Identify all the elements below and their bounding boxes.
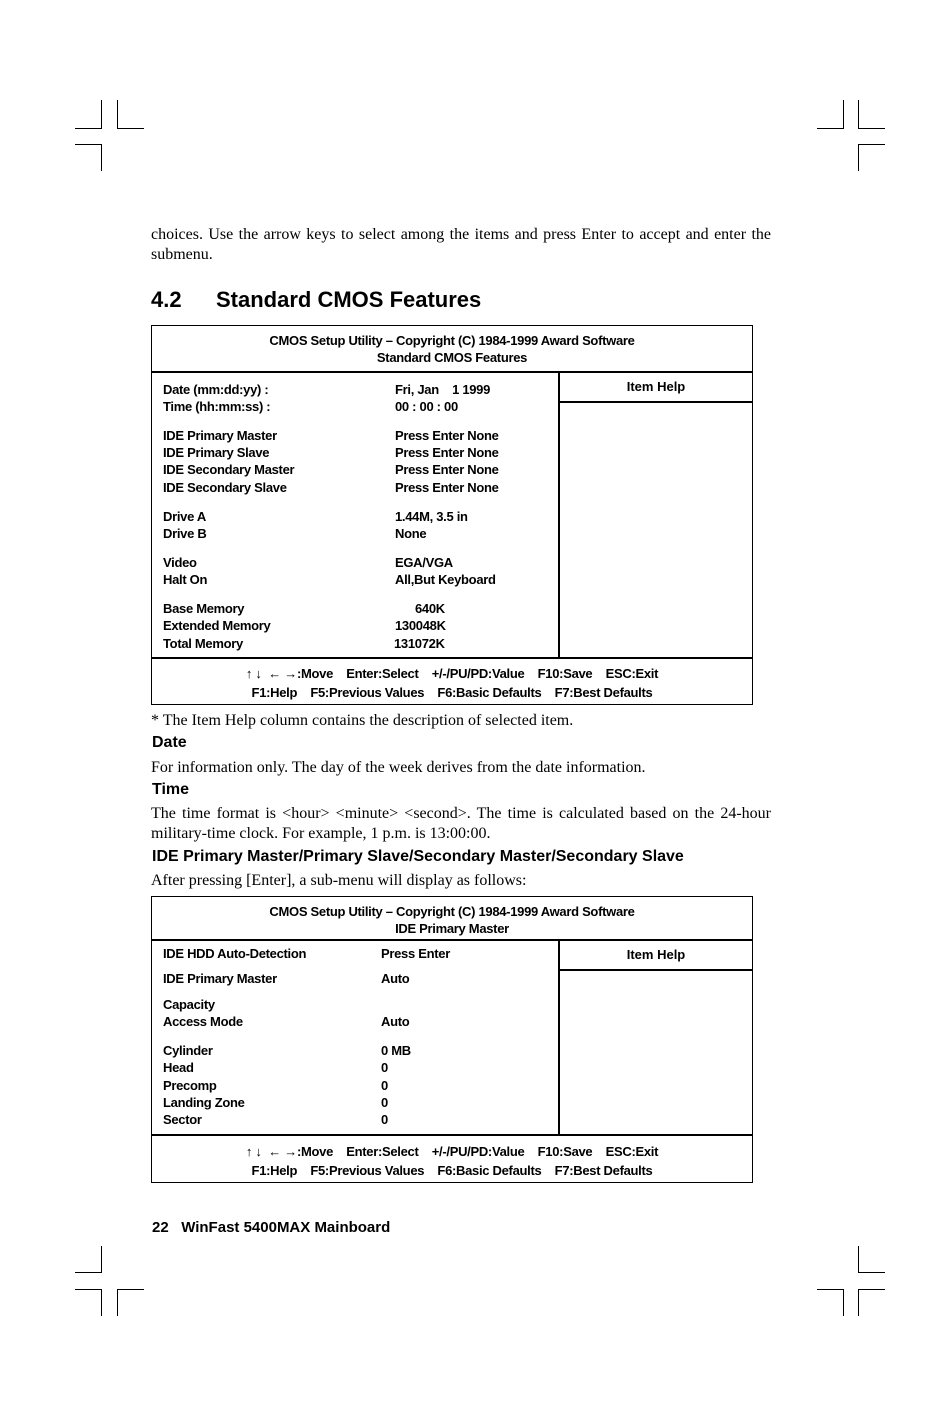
date-paragraph: For information only. The day of the week derives from the date information.: [151, 759, 646, 776]
row-value: 130048K: [395, 618, 446, 633]
row-value: All,But Keyboard: [395, 572, 496, 587]
row-label: Access Mode: [163, 1014, 243, 1029]
row-label: Precomp: [163, 1078, 217, 1093]
row-label: Capacity: [163, 997, 215, 1012]
bios-main-panel: [152, 939, 752, 1136]
row-value: 0: [381, 1095, 388, 1110]
row-label: IDE Primary Master: [163, 971, 277, 986]
bios-header-copyright: CMOS Setup Utility – Copyright (C) 1984-1999 Award Software: [269, 333, 635, 348]
time-paragraph: The time format is <hour> <minute> <second>. The time is calculated based on the 24-hour military-time clock. For example, 1 p.m. is 13:00:00.: [151, 805, 771, 842]
bios-key-legend: [152, 658, 752, 704]
row-label: Landing Zone: [163, 1095, 245, 1110]
row-value: 0: [381, 1112, 388, 1127]
row-label: Base Memory: [163, 601, 245, 616]
date-heading: Date: [152, 734, 187, 751]
row-label: Head: [163, 1060, 194, 1075]
ide-paragraph: After pressing [Enter], a sub-menu will display as follows:: [151, 872, 527, 889]
row-label: Video: [163, 555, 197, 570]
section-title: [151, 286, 481, 314]
bios-key-legend: [152, 1136, 752, 1182]
row-value: Fri, Jan 1 1999: [395, 382, 491, 397]
item-help-note: * The Item Help column contains the description of selected item.: [151, 712, 574, 729]
item-help-panel: [560, 373, 752, 657]
row-value: 00 : 00 : 00: [395, 399, 458, 414]
bios-screen-ide-primary-master: [151, 896, 753, 1183]
key-legend-line1: ↑ ↓ ← →:Move Enter:Select +/-/PU/PD:Value F10:Save ESC:Exit: [245, 666, 659, 681]
bios-settings-list: [152, 373, 560, 657]
section-title-text: Standard CMOS Features: [216, 287, 482, 312]
row-value: EGA/VGA: [395, 555, 453, 570]
row-value: Press Enter: [381, 946, 450, 961]
page-footer: [152, 1219, 390, 1237]
key-legend-line2: F1:Help F5:Previous Values F6:Basic Defaults F7:Best Defaults: [251, 1163, 653, 1178]
row-label: Extended Memory: [163, 618, 271, 633]
row-value: Auto: [381, 1014, 410, 1029]
row-label: Halt On: [163, 572, 208, 587]
row-label: IDE Primary Slave: [163, 445, 270, 460]
row-label: IDE HDD Auto-Detection: [163, 946, 307, 961]
section-number: 4.2: [151, 287, 182, 312]
row-value: 0: [381, 1060, 388, 1075]
row-value: Press Enter None: [395, 445, 499, 460]
row-value: 640K: [415, 601, 445, 616]
row-label: IDE Primary Master: [163, 428, 277, 443]
row-value: Press Enter None: [395, 480, 499, 495]
intro-paragraph: choices. Use the arrow keys to select among the items and press Enter to accept and enter the submenu.: [151, 226, 771, 263]
item-help-title: Item Help: [560, 373, 752, 403]
bios-screen-standard-cmos: [151, 325, 753, 705]
row-label: Sector: [163, 1112, 202, 1127]
time-heading: Time: [152, 781, 190, 798]
row-value: Auto: [381, 971, 410, 986]
row-value: 1.44M, 3.5 in: [395, 509, 468, 524]
item-help-panel: [560, 941, 752, 1134]
row-label: Date (mm:dd:yy) :: [163, 382, 269, 397]
bios-header-title: Standard CMOS Features: [376, 350, 528, 365]
item-help-title: Item Help: [560, 941, 752, 971]
row-label: Drive B: [163, 526, 207, 541]
ide-heading: IDE Primary Master/Primary Slave/Secondary Master/Secondary Slave: [152, 848, 684, 865]
bios-header: [152, 897, 752, 935]
product-name: WinFast 5400MAX Mainboard: [181, 1219, 391, 1236]
row-label: Drive A: [163, 509, 206, 524]
row-label: IDE Secondary Master: [163, 462, 295, 477]
row-value: 0: [381, 1078, 388, 1093]
row-value: Press Enter None: [395, 428, 499, 443]
row-label: IDE Secondary Slave: [163, 480, 287, 495]
row-value: Press Enter None: [395, 462, 499, 477]
row-label: Cylinder: [163, 1043, 213, 1058]
page-number: 22: [152, 1219, 169, 1236]
row-label: Time (hh:mm:ss) :: [163, 399, 271, 414]
bios-main-panel: [152, 371, 752, 659]
bios-header-title: IDE Primary Master: [395, 921, 509, 936]
bios-settings-list: [152, 941, 560, 1134]
row-value: 131072K: [394, 636, 445, 651]
key-legend-line2: F1:Help F5:Previous Values F6:Basic Defaults F7:Best Defaults: [251, 685, 653, 700]
row-label: Total Memory: [163, 636, 243, 651]
key-legend-line1: ↑ ↓ ← →:Move Enter:Select +/-/PU/PD:Value F10:Save ESC:Exit: [245, 1144, 659, 1159]
bios-header-copyright: CMOS Setup Utility – Copyright (C) 1984-1999 Award Software: [269, 904, 635, 919]
row-value: 0 MB: [381, 1043, 411, 1058]
row-value: None: [395, 526, 427, 541]
bios-header: [152, 326, 752, 364]
